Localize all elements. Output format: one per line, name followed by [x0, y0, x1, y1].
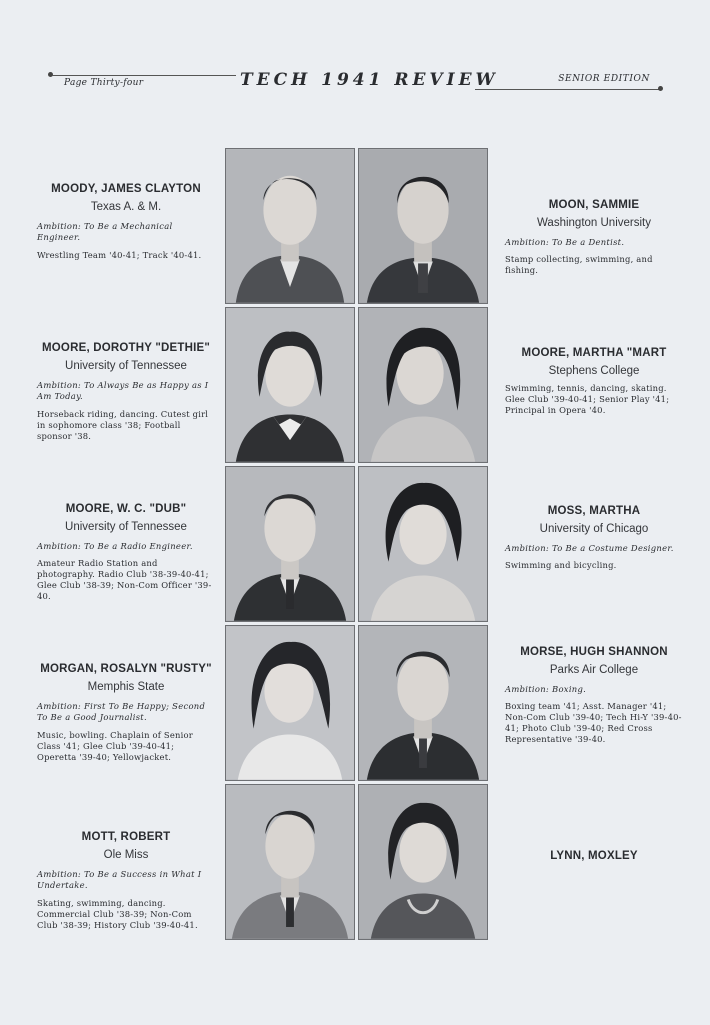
student-name: MORGAN, ROSALYN "RUSTY": [40, 663, 212, 675]
student-school: University of Tennessee: [65, 521, 187, 533]
student-activities: Skating, swimming, dancing. Commercial Club '38-39; Non-Com Club '38-39; History Club '39-40-41.: [37, 897, 198, 930]
student-ambition: Ambition: To Be a Success in What I Undertake.: [37, 869, 202, 891]
header-rule-left: [52, 75, 236, 76]
student-school: Parks Air College: [549, 664, 639, 676]
header-rule-right: [475, 89, 660, 90]
student-name: MOORE, MARTHA "MART: [521, 347, 667, 359]
student-activities: Swimming and bicycling.: [505, 560, 617, 571]
senior-entry-morse: [505, 646, 683, 745]
student-ambition: Ambition: To Always Be as Happy as I Am Today.: [37, 380, 209, 402]
student-activities: Stamp collecting, swimming, and fishing.: [505, 254, 653, 276]
student-school: Texas A. & M.: [90, 201, 162, 213]
senior-entry-moon: [505, 199, 683, 276]
portrait-moss: [358, 466, 488, 622]
student-ambition: Ambition: Boxing.: [505, 684, 587, 694]
student-ambition: Ambition: To Be a Mechanical Engineer.: [37, 221, 173, 243]
portrait-moody: [225, 148, 355, 304]
student-name: MOSS, MARTHA: [547, 505, 641, 517]
portrait-morgan: [225, 625, 355, 781]
senior-entry-mott: [37, 831, 215, 930]
student-school: Washington University: [537, 217, 651, 229]
student-activities: Boxing team '41; Asst. Manager '41; Non-Com Club '39-40; Tech Hi-Y '39-40-41; Photo Club '39-40; Red Cross Representative '39-40.: [505, 701, 682, 745]
senior-entry-moore-dorothy: [37, 342, 215, 441]
student-ambition: Ambition: First To Be Happy; Second To Be a Good Journalist.: [37, 701, 206, 723]
edition-label: SENIOR EDITION: [558, 74, 650, 84]
portrait-grid: [225, 148, 491, 943]
student-name: MOODY, JAMES CLAYTON: [51, 183, 201, 195]
senior-entry-moody: [37, 183, 215, 261]
portrait-moxley: [358, 784, 488, 940]
student-ambition: Ambition: To Be a Costume Designer.: [505, 543, 674, 553]
student-name: LYNN, MOXLEY: [550, 850, 638, 862]
student-school: Ole Miss: [103, 849, 149, 861]
student-school: Memphis State: [87, 681, 165, 693]
senior-entry-moore-wc: [37, 503, 215, 602]
portrait-moon: [358, 148, 488, 304]
page-number: Page Thirty-four: [64, 78, 144, 88]
header-right-ornament: [658, 86, 663, 91]
student-school: Stephens College: [548, 365, 640, 377]
student-name: MOORE, DOROTHY "DETHIE": [42, 342, 210, 354]
student-ambition: Ambition: To Be a Dentist.: [505, 237, 625, 247]
student-school: University of Tennessee: [65, 360, 187, 372]
student-name: MOORE, W. C. "DUB": [65, 503, 187, 515]
student-name: MOTT, ROBERT: [81, 831, 171, 843]
portrait-mott: [225, 784, 355, 940]
student-activities: Music, bowling. Chaplain of Senior Class '41; Glee Club '39-40-41; Operetta '39-40; Yellowjacket.: [37, 729, 193, 762]
portrait-moore-dorothy: [225, 307, 355, 463]
page-title: TECH 1941 REVIEW: [240, 70, 499, 90]
student-name: MORSE, HUGH SHANNON: [520, 646, 668, 658]
student-name: MOON, SAMMIE: [548, 199, 640, 211]
student-activities: Wrestling Team '40-41; Track '40-41.: [37, 249, 202, 260]
senior-entry-moss: [505, 505, 683, 571]
student-activities: Swimming, tennis, dancing, skating. Glee Club '39-40-41; Senior Play '41; Principal in Opera '40.: [505, 383, 670, 415]
portrait-morse: [358, 625, 488, 781]
page-header: [50, 68, 662, 92]
senior-entry-morgan: [37, 663, 215, 762]
senior-entry-moore-martha: [505, 347, 683, 416]
senior-entry-moxley: [505, 850, 683, 862]
portrait-moore-martha: [358, 307, 488, 463]
portrait-moore-wc: [225, 466, 355, 622]
student-activities: Amateur Radio Station and photography. Radio Club '38-39-40-41; Glee Club '38-39; Non-Com Officer '39-40.: [37, 558, 212, 602]
student-school: University of Chicago: [539, 523, 649, 535]
student-activities: Horseback riding, dancing. Cutest girl in sophomore class '38; Football sponsor '38.: [37, 408, 209, 441]
student-ambition: Ambition: To Be a Radio Engineer.: [37, 541, 193, 551]
